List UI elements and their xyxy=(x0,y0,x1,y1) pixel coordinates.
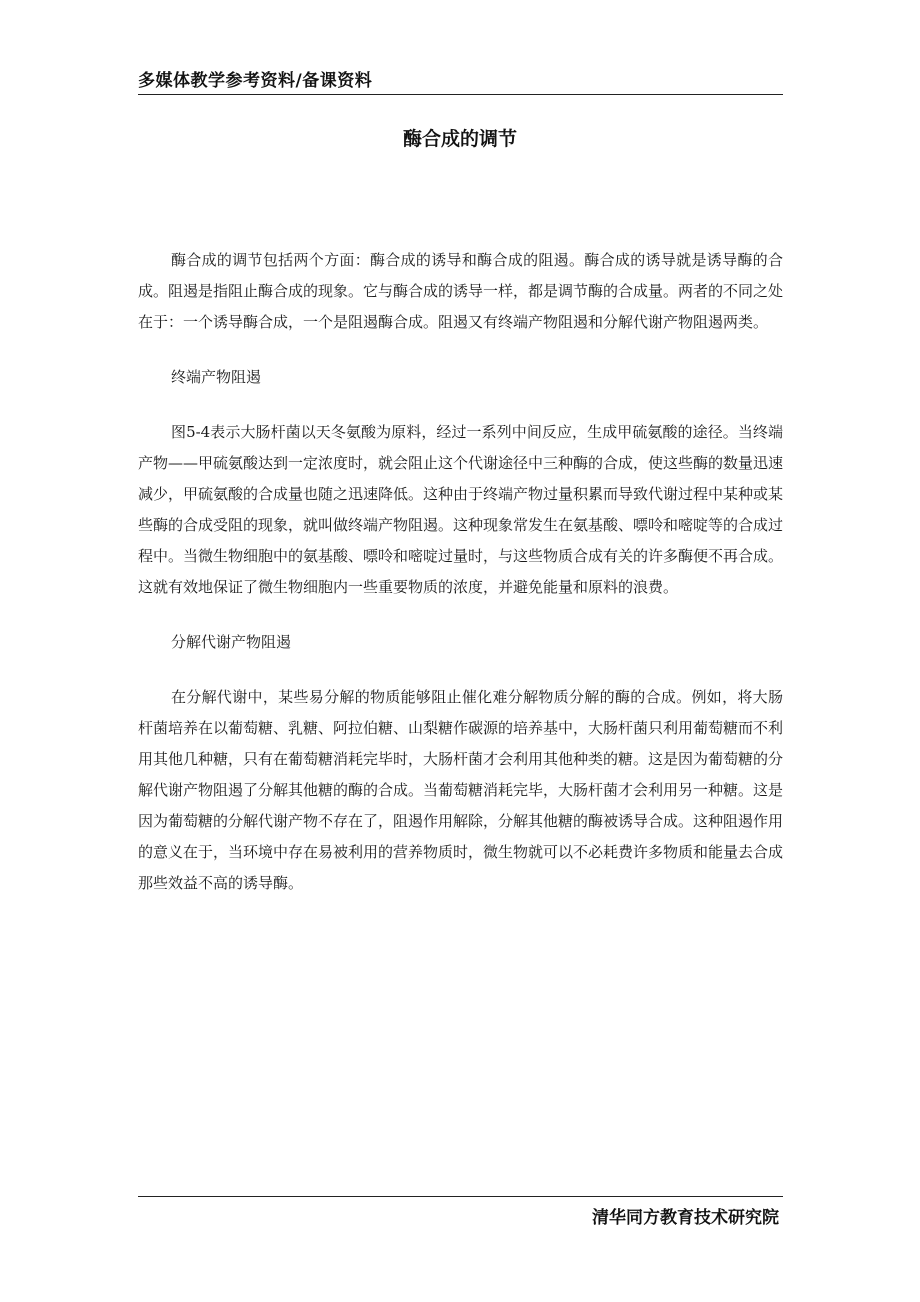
catabolite-repression-paragraph: 在分解代谢中，某些易分解的物质能够阻止催化难分解物质分解的酶的合成。例如，将大肠杆菌培养在以葡萄糖、乳糖、阿拉伯糖、山梨糖作碳源的培养基中，大肠杆菌只利用葡萄糖而不利用其他几种糖，只有在葡萄糖消耗完毕时，大肠杆菌才会利用其他种类的糖。这是因为葡萄糖的分解代谢产物阻遏了分解其他糖的酶的合成。当葡萄糖消耗完毕，大肠杆菌才会利用另一种糖。这是因为葡萄糖的分解代谢产物不存在了，阻遏作用解除，分解其他糖的酶被诱导合成。这种阻遏作用的意义在于，当环境中存在易被利用的营养物质时，微生物就可以不必耗费许多物质和能量去合成那些效益不高的诱导酶。 xyxy=(138,688,784,892)
intro-paragraph: 酶合成的调节包括两个方面：酶合成的诱导和酶合成的阻遏。酶合成的诱导就是诱导酶的合成。阻遏是指阻止酶合成的现象。它与酶合成的诱导一样，都是调节酶的合成量。两者的不同之处在于：一个诱导酶合成，一个是阻遏酶合成。阻遏又有终端产物阻遏和分解代谢产物阻遏两类。 xyxy=(138,251,784,331)
section-heading-end-product-repression: 终端产物阻遏 xyxy=(171,368,262,386)
footer-text: 清华同方教育技术研究院 xyxy=(592,1208,779,1228)
document-body xyxy=(138,245,783,923)
section-heading-catabolite-repression: 分解代谢产物阻遏 xyxy=(171,633,292,651)
end-product-repression-paragraph: 图5-4表示大肠杆菌以天冬氨酸为原料，经过一系列中间反应，生成甲硫氨酸的途径。当终端产物——甲硫氨酸达到一定浓度时，就会阻止这个代谢途径中三种酶的合成，使这些酶的数量迅速减少，甲硫氨酸的合成量也随之迅速降低。这种由于终端产物过量积累而导致代谢过程中某种或某些酶的合成受阻的现象，就叫做终端产物阻遏。这种现象常发生在氨基酸、嘌呤和嘧啶等的合成过程中。当微生物细胞中的氨基酸、嘌呤和嘧啶过量时，与这些物质合成有关的许多酶便不再合成。这就有效地保证了微生物细胞内一些重要物质的浓度，并避免能量和原料的浪费。 xyxy=(138,423,784,596)
page-header xyxy=(138,64,783,95)
page-footer xyxy=(138,1196,783,1228)
document-title: 酶合成的调节 xyxy=(402,128,517,150)
header-text: 多媒体教学参考资料/备课资料 xyxy=(138,71,373,91)
